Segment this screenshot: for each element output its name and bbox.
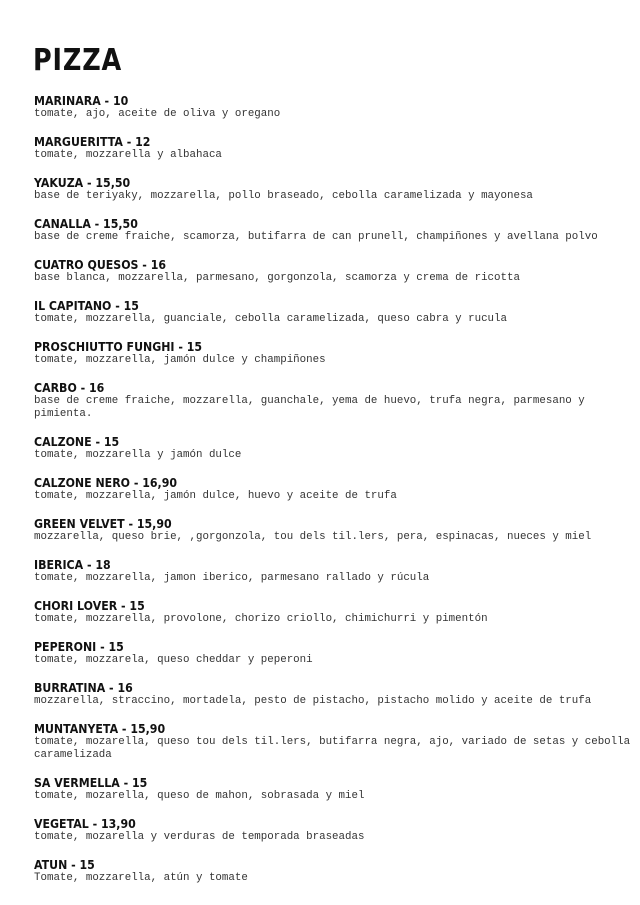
menu-item-name: VEGETAL - 13,90 xyxy=(34,816,136,831)
menu-item-description: tomate, mozzarella y albahaca xyxy=(34,149,222,161)
menu-item-description: tomate, mozarella y verduras de temporada braseadas xyxy=(34,831,365,843)
menu-item xyxy=(34,599,634,626)
menu-item xyxy=(34,340,634,367)
menu-item xyxy=(34,817,634,844)
menu-item-name: PEPERONI - 15 xyxy=(34,639,124,654)
menu-item xyxy=(34,858,634,885)
menu-item-description: base de creme fraiche, mozzarella, guanchale, yema de huevo, trufa negra, parmesano y pimienta. xyxy=(34,395,585,420)
menu-item-description: mozzarella, queso brie, ,gorgonzola, tou dels til.lers, pera, espinacas, nueces y miel xyxy=(34,531,592,543)
menu-item-name: GREEN VELVET - 15,90 xyxy=(34,516,172,531)
menu-item xyxy=(34,558,634,585)
menu-item-name: CARBO - 16 xyxy=(34,380,105,395)
menu-item-name: CALZONE NERO - 16,90 xyxy=(34,475,178,490)
menu-item-name: YAKUZA - 15,50 xyxy=(34,175,131,190)
menu-item xyxy=(34,722,634,762)
menu-item xyxy=(34,94,634,121)
menu-item-description: mozzarella, straccino, mortadela, pesto de pistacho, pistacho molido y aceite de trufa xyxy=(34,695,592,707)
menu-item-name: IBERICA - 18 xyxy=(34,557,111,572)
menu-item-description: tomate, mozzarella, jamon iberico, parmesano rallado y rúcula xyxy=(34,572,430,584)
menu-item-description: base de teriyaky, mozzarella, pollo braseado, cebolla caramelizada y mayonesa xyxy=(34,190,533,202)
menu-item-description: tomate, mozarella, queso tou dels til.lers, butifarra negra, ajo, variado de setas y cebolla caramelizada xyxy=(34,736,631,761)
menu-item xyxy=(34,381,634,421)
menu-item-name: SA VERMELLA - 15 xyxy=(34,775,148,790)
menu-item xyxy=(34,776,634,803)
menu-item-name: PROSCHIUTTO FUNGHI - 15 xyxy=(34,339,203,354)
menu-item xyxy=(34,176,634,203)
menu-item-name: CHORI LOVER - 15 xyxy=(34,598,145,613)
menu-item xyxy=(34,435,634,462)
menu-item-description: tomate, mozzarella, jamón dulce, huevo y aceite de trufa xyxy=(34,490,397,502)
menu-item xyxy=(34,135,634,162)
menu-item-description: base de creme fraiche, scamorza, butifarra de can prunell, champiñones y avellana polvo xyxy=(34,231,598,243)
menu-item xyxy=(34,299,634,326)
menu-item xyxy=(34,217,634,244)
menu-item-name: MUNTANYETA - 15,90 xyxy=(34,721,166,736)
menu-item-description: tomate, mozzarella, jamón dulce y champiñones xyxy=(34,354,326,366)
menu-item xyxy=(34,681,634,708)
menu-item-name: CUATRO QUESOS - 16 xyxy=(34,257,167,272)
menu-item-name: BURRATINA - 16 xyxy=(34,680,133,695)
menu-item xyxy=(34,517,634,544)
menu-item xyxy=(34,258,634,285)
menu-item-name: ATUN - 15 xyxy=(34,857,95,872)
menu-item-description: base blanca, mozzarella, parmesano, gorgonzola, scamorza y crema de ricotta xyxy=(34,272,520,284)
menu-item-description: tomate, mozarella, queso de mahon, sobrasada y miel xyxy=(34,790,365,802)
menu-item-description: tomate, mozzarella y jamón dulce xyxy=(34,449,242,461)
menu-item-name: MARINARA - 10 xyxy=(34,93,129,108)
menu-item-name: MARGUERITTA - 12 xyxy=(34,134,151,149)
menu-item-description: tomate, mozzarela, queso cheddar y peperoni xyxy=(34,654,313,666)
menu-item-description: tomate, ajo, aceite de oliva y oregano xyxy=(34,108,281,120)
menu-item-description: tomate, mozzarella, guanciale, cebolla caramelizada, queso cabra y rucula xyxy=(34,313,507,325)
menu-item xyxy=(34,476,634,503)
menu-item-description: Tomate, mozzarella, atún y tomate xyxy=(34,872,248,884)
menu-item-name: CALZONE - 15 xyxy=(34,434,120,449)
menu-item-description: tomate, mozzarella, provolone, chorizo criollo, chimichurri y pimentón xyxy=(34,613,488,625)
page-title: PIZZA xyxy=(33,43,123,78)
menu-list xyxy=(34,94,634,899)
menu-item-name: IL CAPITANO - 15 xyxy=(34,298,139,313)
menu-item xyxy=(34,640,634,667)
menu-item-name: CANALLA - 15,50 xyxy=(34,216,138,231)
